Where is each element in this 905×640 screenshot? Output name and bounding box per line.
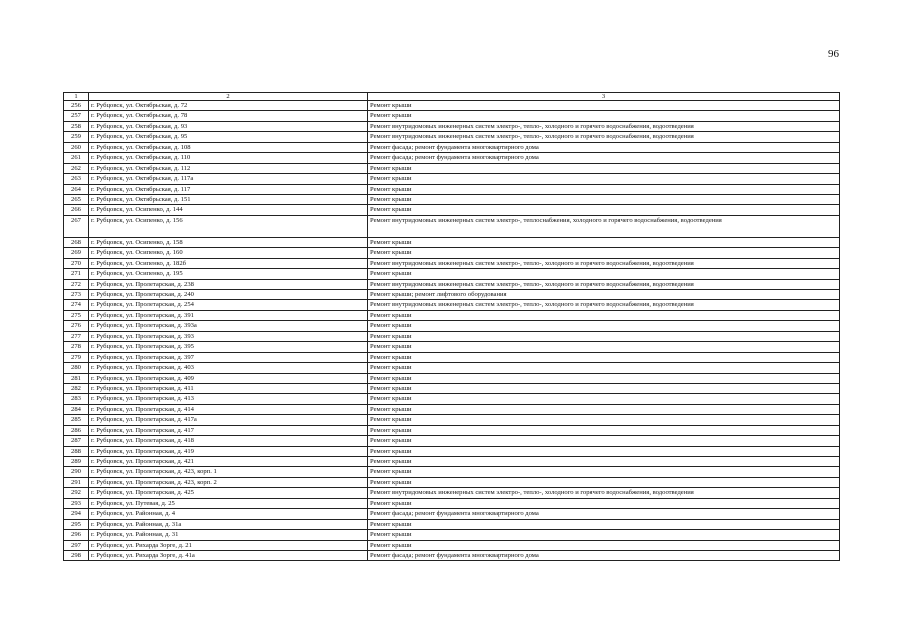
work-type-cell: Ремонт крыши: [368, 310, 840, 320]
table-row: [64, 457, 840, 467]
work-type-cell: Ремонт внутридомовых инженерных систем электро-, тепло-, холодного и горячего водоснабжения, водоотведения: [368, 300, 840, 310]
table-row: [64, 436, 840, 446]
work-type-cell: Ремонт крыши: [368, 248, 840, 258]
address-cell: г. Рубцовск, ул. Пролетарская, д. 395: [89, 342, 368, 352]
address-cell: г. Рубцовск, ул. Октябрьская, д. 117: [89, 184, 368, 194]
work-type-cell: Ремонт крыши: [368, 477, 840, 487]
row-number-cell: 282: [64, 383, 89, 393]
row-number-cell: 291: [64, 477, 89, 487]
address-cell: г. Рубцовск, ул. Осипенко, д. 195: [89, 269, 368, 279]
row-number-cell: 269: [64, 248, 89, 258]
address-cell: г. Рубцовск, ул. Пролетарская, д. 417: [89, 425, 368, 435]
work-type-cell: Ремонт крыши: [368, 363, 840, 373]
table-row: [64, 331, 840, 341]
work-type-cell: Ремонт крыши: [368, 331, 840, 341]
row-number-cell: 271: [64, 269, 89, 279]
row-number-cell: 293: [64, 498, 89, 508]
work-type-cell: Ремонт крыши: [368, 101, 840, 111]
row-number-cell: 294: [64, 509, 89, 519]
row-number-cell: 290: [64, 467, 89, 477]
table-row: [64, 153, 840, 163]
table-row: [64, 174, 840, 184]
address-cell: г. Рубцовск, ул. Октябрьская, д. 110: [89, 153, 368, 163]
work-type-cell: Ремонт фасада; ремонт фундамента многоквартирного дома: [368, 142, 840, 152]
row-number-cell: 273: [64, 290, 89, 300]
row-number-cell: 264: [64, 184, 89, 194]
address-cell: г. Рубцовск, ул. Путевая, д. 25: [89, 498, 368, 508]
work-type-cell: Ремонт крыши: [368, 446, 840, 456]
row-number-cell: 270: [64, 258, 89, 268]
row-number-cell: 298: [64, 550, 89, 560]
row-number-cell: 285: [64, 415, 89, 425]
address-cell: г. Рубцовск, ул. Районная, д. 31: [89, 530, 368, 540]
table-row: [64, 394, 840, 404]
row-number-cell: 265: [64, 194, 89, 204]
work-type-cell: Ремонт крыши: [368, 498, 840, 508]
row-number-cell: 258: [64, 121, 89, 131]
address-cell: г. Рубцовск, ул. Пролетарская, д. 238: [89, 279, 368, 289]
address-cell: г. Рубцовск, ул. Пролетарская, д. 254: [89, 300, 368, 310]
work-type-cell: Ремонт крыши: [368, 194, 840, 204]
work-type-cell: Ремонт крыши: [368, 163, 840, 173]
table-row: [64, 111, 840, 121]
table-row: [64, 215, 840, 237]
row-number-cell: 261: [64, 153, 89, 163]
row-number-cell: 275: [64, 310, 89, 320]
table-row: [64, 342, 840, 352]
work-type-cell: Ремонт внутридомовых инженерных систем электро-, тепло-, холодного и горячего водоснабжения, водоотведения: [368, 258, 840, 268]
address-cell: г. Рубцовск, ул. Пролетарская, д. 423, корп. 2: [89, 477, 368, 487]
address-cell: г. Рубцовск, ул. Октябрьская, д. 151: [89, 194, 368, 204]
address-cell: г. Рубцовск, ул. Пролетарская, д. 393а: [89, 321, 368, 331]
work-type-cell: Ремонт внутридомовых инженерных систем электро-, теплоснабжения, холодного и горячего водоснабжения, водоотведения: [368, 215, 840, 237]
address-cell: г. Рубцовск, ул. Пролетарская, д. 419: [89, 446, 368, 456]
column-header: 2: [89, 93, 368, 101]
row-number-cell: 288: [64, 446, 89, 456]
row-number-cell: 276: [64, 321, 89, 331]
work-type-cell: Ремонт внутридомовых инженерных систем электро-, тепло-, холодного и горячего водоснабжения, водоотведения: [368, 121, 840, 131]
row-number-cell: 262: [64, 163, 89, 173]
row-number-cell: 287: [64, 436, 89, 446]
table-row: [64, 258, 840, 268]
table-row: [64, 300, 840, 310]
row-number-cell: 284: [64, 404, 89, 414]
work-type-cell: Ремонт крыши: [368, 184, 840, 194]
table-row: [64, 498, 840, 508]
address-cell: г. Рубцовск, ул. Пролетарская, д. 391: [89, 310, 368, 320]
table-row: [64, 363, 840, 373]
table-row: [64, 237, 840, 247]
row-number-cell: 297: [64, 540, 89, 550]
table-row: [64, 467, 840, 477]
work-type-cell: Ремонт фасада; ремонт фундамента многоквартирного дома: [368, 550, 840, 560]
work-type-cell: Ремонт фасада; ремонт фундамента многоквартирного дома: [368, 509, 840, 519]
table-row: [64, 184, 840, 194]
work-type-cell: Ремонт крыши: [368, 373, 840, 383]
address-cell: г. Рубцовск, ул. Осипенко, д. 160: [89, 248, 368, 258]
row-number-cell: 267: [64, 215, 89, 237]
row-number-cell: 256: [64, 101, 89, 111]
table-row: [64, 509, 840, 519]
work-type-cell: Ремонт внутридомовых инженерных систем электро-, тепло-, холодного и горячего водоснабжения, водоотведения: [368, 488, 840, 498]
work-type-cell: Ремонт крыши: [368, 342, 840, 352]
work-type-cell: Ремонт крыши; ремонт лифтового оборудования: [368, 290, 840, 300]
address-cell: г. Рубцовск, ул. Пролетарская, д. 413: [89, 394, 368, 404]
row-number-cell: 272: [64, 279, 89, 289]
address-cell: г. Рубцовск, ул. Октябрьская, д. 78: [89, 111, 368, 121]
address-cell: г. Рубцовск, ул. Рихарда Зорге, д. 41а: [89, 550, 368, 560]
work-type-cell: Ремонт крыши: [368, 530, 840, 540]
address-cell: г. Рубцовск, ул. Осипенко, д. 158: [89, 237, 368, 247]
row-number-cell: 295: [64, 519, 89, 529]
row-number-cell: 268: [64, 237, 89, 247]
address-cell: г. Рубцовск, ул. Пролетарская, д. 409: [89, 373, 368, 383]
row-number-cell: 259: [64, 132, 89, 142]
work-type-cell: Ремонт крыши: [368, 174, 840, 184]
address-cell: г. Рубцовск, ул. Пролетарская, д. 425: [89, 488, 368, 498]
work-type-cell: Ремонт крыши: [368, 352, 840, 362]
row-number-cell: 278: [64, 342, 89, 352]
work-type-cell: Ремонт крыши: [368, 425, 840, 435]
work-type-cell: Ремонт крыши: [368, 404, 840, 414]
row-number-cell: 281: [64, 373, 89, 383]
row-number-cell: 257: [64, 111, 89, 121]
row-number-cell: 283: [64, 394, 89, 404]
address-cell: г. Рубцовск, ул. Пролетарская, д. 397: [89, 352, 368, 362]
address-cell: г. Рубцовск, ул. Октябрьская, д. 112: [89, 163, 368, 173]
address-cell: г. Рубцовск, ул. Пролетарская, д. 423, корп. 1: [89, 467, 368, 477]
address-cell: г. Рубцовск, ул. Пролетарская, д. 417а: [89, 415, 368, 425]
address-cell: г. Рубцовск, ул. Пролетарская, д. 421: [89, 457, 368, 467]
work-type-cell: Ремонт фасада; ремонт фундамента многоквартирного дома: [368, 153, 840, 163]
table-row: [64, 425, 840, 435]
work-type-cell: Ремонт крыши: [368, 457, 840, 467]
row-number-cell: 289: [64, 457, 89, 467]
address-cell: г. Рубцовск, ул. Пролетарская, д. 418: [89, 436, 368, 446]
table-row: [64, 477, 840, 487]
table-row: [64, 269, 840, 279]
address-cell: г. Рубцовск, ул. Осипенко, д. 156: [89, 215, 368, 237]
row-number-cell: 296: [64, 530, 89, 540]
table-row: [64, 383, 840, 393]
work-type-cell: Ремонт крыши: [368, 321, 840, 331]
repair-registry-table: [63, 92, 840, 561]
work-type-cell: Ремонт крыши: [368, 415, 840, 425]
column-header: 3: [368, 93, 840, 101]
table-row: [64, 163, 840, 173]
row-number-cell: 260: [64, 142, 89, 152]
work-type-cell: Ремонт крыши: [368, 205, 840, 215]
address-cell: г. Рубцовск, ул. Октябрьская, д. 72: [89, 101, 368, 111]
table-row: [64, 194, 840, 204]
table-row: [64, 121, 840, 131]
table-row: [64, 446, 840, 456]
table-row: [64, 132, 840, 142]
table-header-row: [64, 93, 840, 101]
table-row: [64, 205, 840, 215]
table-row: [64, 142, 840, 152]
work-type-cell: Ремонт крыши: [368, 540, 840, 550]
table-row: [64, 519, 840, 529]
work-type-cell: Ремонт крыши: [368, 237, 840, 247]
row-number-cell: 263: [64, 174, 89, 184]
table-row: [64, 404, 840, 414]
address-cell: г. Рубцовск, ул. Пролетарская, д. 403: [89, 363, 368, 373]
table-row: [64, 488, 840, 498]
work-type-cell: Ремонт внутридомовых инженерных систем электро-, тепло-, холодного и горячего водоснабжения, водоотведения: [368, 132, 840, 142]
address-cell: г. Рубцовск, ул. Рихарда Зорге, д. 21: [89, 540, 368, 550]
table-row: [64, 550, 840, 560]
table-row: [64, 321, 840, 331]
table-row: [64, 290, 840, 300]
table-row: [64, 540, 840, 550]
address-cell: г. Рубцовск, ул. Районная, д. 4: [89, 509, 368, 519]
row-number-cell: 274: [64, 300, 89, 310]
table-row: [64, 373, 840, 383]
table-row: [64, 248, 840, 258]
work-type-cell: Ремонт крыши: [368, 111, 840, 121]
work-type-cell: Ремонт крыши: [368, 436, 840, 446]
table-body: [64, 93, 840, 561]
address-cell: г. Рубцовск, ул. Осипенко, д. 182б: [89, 258, 368, 268]
table-row: [64, 352, 840, 362]
address-cell: г. Рубцовск, ул. Октябрьская, д. 117а: [89, 174, 368, 184]
work-type-cell: Ремонт внутридомовых инженерных систем электро-, тепло-, холодного и горячего водоснабжения, водоотведения: [368, 279, 840, 289]
row-number-cell: 277: [64, 331, 89, 341]
work-type-cell: Ремонт крыши: [368, 519, 840, 529]
address-cell: г. Рубцовск, ул. Октябрьская, д. 95: [89, 132, 368, 142]
address-cell: г. Рубцовск, ул. Пролетарская, д. 411: [89, 383, 368, 393]
row-number-cell: 280: [64, 363, 89, 373]
table-row: [64, 415, 840, 425]
address-cell: г. Рубцовск, ул. Районная, д. 31а: [89, 519, 368, 529]
table-row: [64, 310, 840, 320]
table-row: [64, 279, 840, 289]
table-row: [64, 530, 840, 540]
work-type-cell: Ремонт крыши: [368, 383, 840, 393]
address-cell: г. Рубцовск, ул. Пролетарская, д. 414: [89, 404, 368, 414]
address-cell: г. Рубцовск, ул. Октябрьская, д. 108: [89, 142, 368, 152]
address-cell: г. Рубцовск, ул. Осипенко, д. 144: [89, 205, 368, 215]
page-number: 96: [828, 48, 839, 60]
address-cell: г. Рубцовск, ул. Октябрьская, д. 93: [89, 121, 368, 131]
address-cell: г. Рубцовск, ул. Пролетарская, д. 393: [89, 331, 368, 341]
work-type-cell: Ремонт крыши: [368, 467, 840, 477]
column-header: 1: [64, 93, 89, 101]
address-cell: г. Рубцовск, ул. Пролетарская, д. 240: [89, 290, 368, 300]
work-type-cell: Ремонт крыши: [368, 269, 840, 279]
table-row: [64, 101, 840, 111]
row-number-cell: 279: [64, 352, 89, 362]
work-type-cell: Ремонт крыши: [368, 394, 840, 404]
row-number-cell: 292: [64, 488, 89, 498]
row-number-cell: 266: [64, 205, 89, 215]
row-number-cell: 286: [64, 425, 89, 435]
